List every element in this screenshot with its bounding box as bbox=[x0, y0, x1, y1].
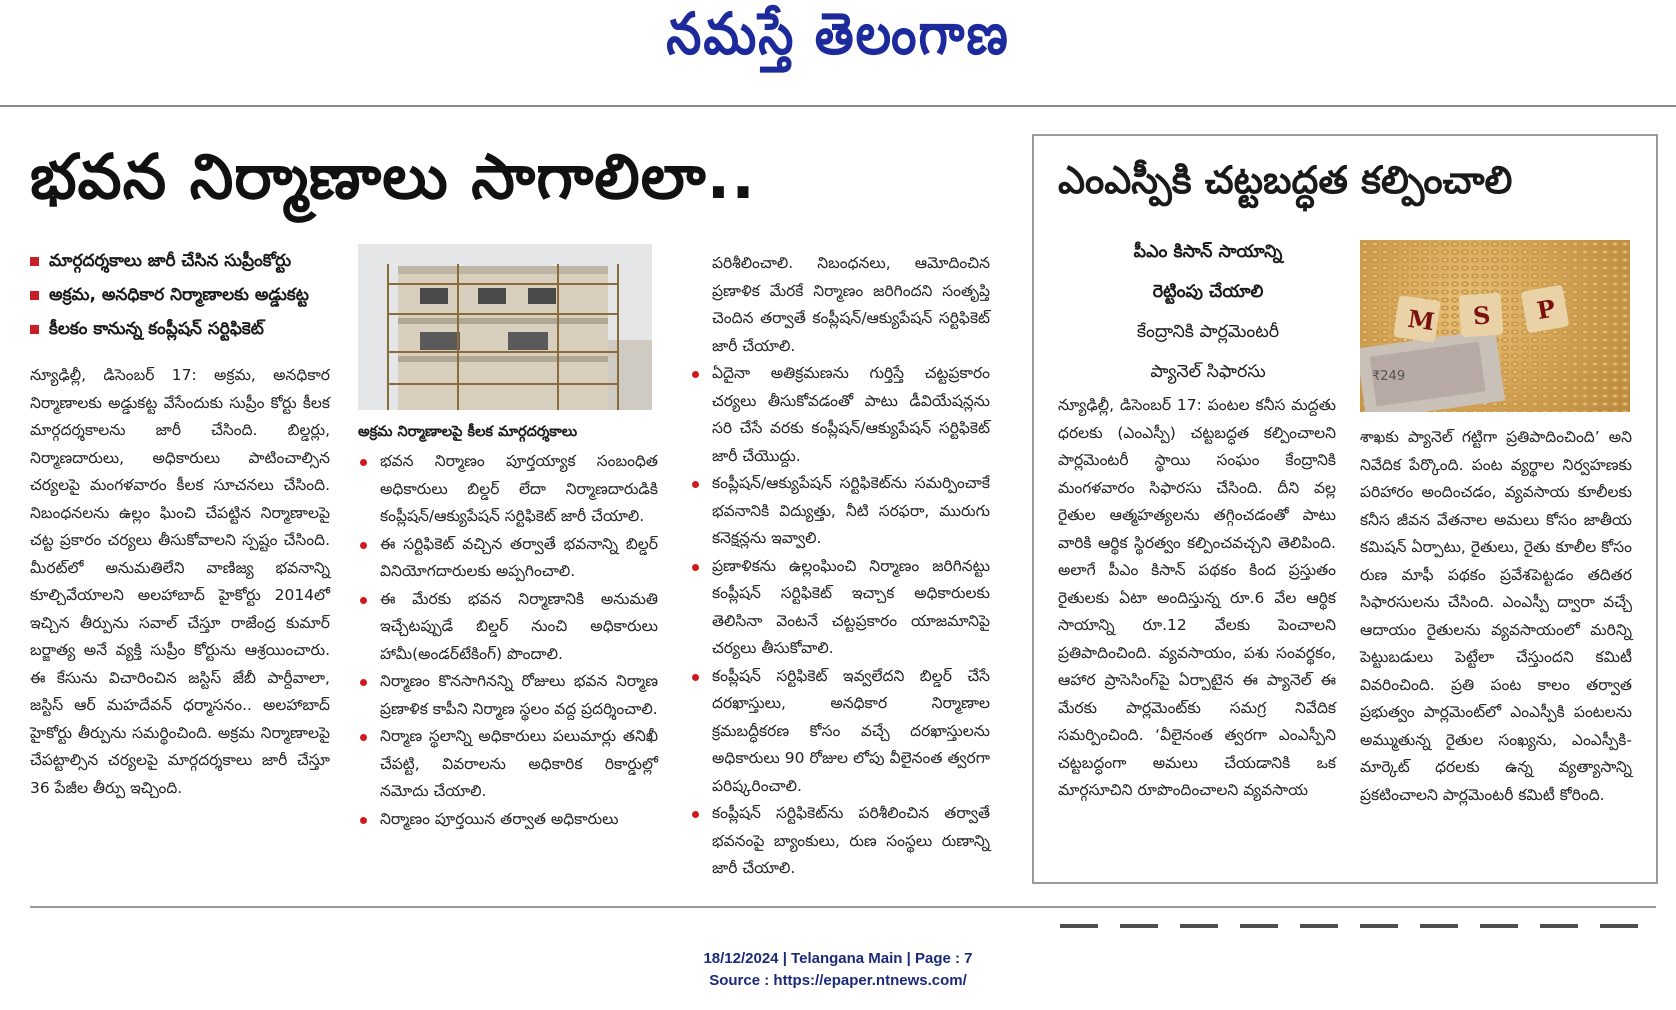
masthead bbox=[0, 0, 1676, 106]
guideline-text: నిర్మాణం పూర్తయిన తర్వాత అధికారులు bbox=[380, 809, 619, 828]
guidelines-list-continued bbox=[690, 360, 990, 883]
highlight-text: అక్రమ, అనధికార నిర్మాణాలకు అడ్డుకట్ట bbox=[49, 285, 309, 305]
svg-text:S: S bbox=[1472, 300, 1492, 331]
guideline-text: ప్రణాళికను ఉల్లంఘించి నిర్మాణం జరిగినట్టు కంప్లీషన్ సర్టిఫికెట్ ఇచ్చాక అధికారులకు తెలిసినా వెంటనే చట్టప్రకారం యాజమానిపై చర్యలు తీసుకోవాలి. bbox=[712, 556, 990, 657]
guideline-text: ఈ సర్టిఫికెట్ వచ్చిన తర్వాతే భవనాన్ని బిల్డర్ వినియోగదారులకు అప్పగించాలి. bbox=[380, 534, 658, 580]
msp-column-2 bbox=[1360, 424, 1632, 809]
highlight-item bbox=[30, 312, 350, 346]
msp-column-1 bbox=[1058, 392, 1336, 805]
main-headline: భవన నిర్మాణాలు సాగాలిలా.. bbox=[30, 140, 756, 213]
bullet-dot-icon bbox=[360, 734, 367, 741]
highlight-item bbox=[30, 244, 350, 278]
guideline-text: కంప్లీషన్ సర్టిఫికెట్‌ను పరిశీలించిన తర్వాతే భవనంపై బ్యాంకులు, రుణ సంస్థలు రుణాన్ని జారీ చేయాలి. bbox=[712, 804, 990, 877]
guideline-text: భవన నిర్మాణం పూర్తయ్యాక సంబంధిత అధికారులు బిల్డర్ లేదా నిర్మాణదారుడికి కంప్లీషన్/ఆక్యుపేషన్ సర్టిఫికెట్ జారీ చేయాలి. bbox=[380, 452, 658, 525]
svg-text:P: P bbox=[1534, 293, 1558, 326]
page-footer bbox=[0, 948, 1676, 992]
article-column-3 bbox=[690, 250, 990, 883]
article-column-1 bbox=[30, 362, 330, 802]
bullet-dot-icon bbox=[692, 371, 699, 378]
source-link[interactable]: Source : https://epaper.ntnews.com/ bbox=[709, 972, 967, 989]
photo-caption: అక్రమ నిర్మాణాలపై కీలక మార్గదర్శకాలు bbox=[358, 424, 578, 440]
guideline-text: నిర్మాణం కొనసాగినన్ని రోజులు భవన నిర్మాణ ప్రణాళిక కాపీని నిర్మాణ స్థలం వద్ద ప్రదర్శించాలి. bbox=[380, 672, 658, 718]
msp-article-body: శాఖకు ప్యానెల్ గట్టిగా ప్రతిపాదించింది’ అని నివేదిక పేర్కొంది. పంట వ్యర్థాల నిర్వహణకు పరిహారం అందించడం, వ్యవసాయ కూలీలకు కనీస జీవన వేతనాల అమలు కోసం జాతీయ కమిషన్ ఏర్పాటు, రైతులు, రైతు కూలీల కోసం రుణ మాఫీ పథకం ప్రవేశపెట్టడం తదితర సిఫారసులను చేసింది. ఎంఎస్పీ ద్వారా వచ్చే ఆదాయం రైతులను వ్యవసాయంలో మరిన్ని పెట్టుబడులు పెట్టేలా చేస్తుందని కమిటీ వివరించింది. ప్రతి పంట కాలం తర్వాత ప్రభుత్వం పార్లమెంట్‌లో ఎంఎస్పీకి పంటలను అమ్ముతున్న రైతుల సంఖ్యను, ఎంఎస్పీకి-మార్కెట్ ధరలకు ఉన్న వ్యత్యాసాన్ని ప్రకటించాలని పార్లమెంటరీ కమిటీ కోరింది. bbox=[1360, 428, 1632, 804]
bullet-dot-icon bbox=[360, 597, 367, 604]
building-scaffold-icon bbox=[358, 244, 652, 410]
msp-article-body: న్యూఢిల్లీ, డిసెంబర్ 17: పంటల కనీస మద్దతు ధరలకు (ఎంఎస్పీ) చట్టబద్ధత కల్పించాలని పార్లమెంటరీ స్థాయి సంఘం కేంద్రానికి మంగళవారం సిఫారసు చేసింది. దీని వల్ల రైతుల ఆత్మహత్యలను తగ్గించడంతో పాటు వారికి ఆర్థిక స్థిరత్వం కల్పించవచ్చని తెలిపింది. అలాగే పీఎం కిసాన్ పథకం కింద ప్రస్తుతం రైతులకు ఏటా అందిస్తున్న రూ.6 వేల ఆర్థిక సాయాన్ని రూ.12 వేలకు పెంచాలని ప్రతిపాదించింది. వ్యవసాయం, పశు సంవర్థకం, ఆహార ప్రాసెసింగ్‌పై ఏర్పాటైన ఈ ప్యానెల్ ఈ మేరకు పార్లమెంట్‌కు సమగ్ర నివేదిక సమర్పించింది. ‘వీలైనంత త్వరగా ఎంఎస్పీని చట్టబద్ధంగా అమలు చేయడానికి ఒక మార్గసూచిని రూపొందించాలని వ్యవసాయ bbox=[1058, 396, 1336, 799]
bullet-dot-icon bbox=[360, 542, 367, 549]
square-bullet-icon bbox=[30, 291, 39, 300]
edition-info: 18/12/2024 | Telangana Main | Page : 7 bbox=[703, 950, 973, 967]
square-bullet-icon bbox=[30, 325, 39, 334]
highlight-text: కీలకం కానున్న కంప్లీషన్ సర్టిఫికెట్ bbox=[49, 319, 264, 339]
subheadline: రెట్టింపు చేయాలి bbox=[1152, 282, 1264, 302]
guideline-item bbox=[358, 806, 658, 834]
guideline-item bbox=[358, 723, 658, 806]
guideline-text: కంప్లీషన్ సర్టిఫికెట్ ఇవ్వలేదని బిల్డర్ చేసే దరఖాస్తులు, అనధికార నిర్మాణాల క్రమబద్ధీకరణ కోసం వచ్చే దరఖాస్తులను అధికారులు 90 రోజుల లోపు వీలైనంత త్వరగా పరిష్కరించాలి. bbox=[712, 666, 990, 795]
masthead-divider bbox=[0, 105, 1676, 107]
guideline-text: ఏదైనా అతిక్రమణను గుర్తిస్తే చట్టప్రకారం చర్యలు తీసుకోవడంతో పాటు డీవియేషన్లను సరి చేసే వరకు కంప్లీషన్/ఆక్యుపేషన్ సర్టిఫికెట్ జారీ చేయొద్దు. bbox=[712, 364, 990, 465]
svg-text:₹249: ₹249 bbox=[1372, 369, 1406, 384]
subheadline: ప్యానెల్ సిఫారసు bbox=[1150, 362, 1266, 382]
guideline-item bbox=[358, 586, 658, 669]
guideline-item bbox=[358, 668, 658, 723]
msp-tiles-icon bbox=[1360, 240, 1630, 412]
guideline-item bbox=[358, 448, 658, 531]
guidelines-list bbox=[358, 448, 658, 833]
guideline-item bbox=[690, 553, 990, 663]
guideline-item bbox=[690, 663, 990, 801]
subheadline: కేంద్రానికి పార్లమెంటరీ bbox=[1136, 322, 1280, 342]
guideline-text: ఈ మేరకు భవన నిర్మాణానికి అనుమతి ఇచ్చేటప్పుడే బిల్డర్ నుంచి అధికారులు హామీ(అండర్‌టేకింగ్) పొందాలి. bbox=[380, 589, 658, 663]
cut-off-next-headline bbox=[1060, 924, 1650, 928]
guideline-text: నిర్మాణ స్థలాన్ని అధికారులు పలుమార్లు తనిఖీ చేపట్టి, వివరాలను అధికారిక రికార్డుల్లో నమోదు చేయాలి. bbox=[380, 727, 658, 800]
highlight-item bbox=[30, 278, 350, 312]
article-column-2 bbox=[358, 448, 658, 833]
guideline-item bbox=[690, 360, 990, 470]
bullet-dot-icon bbox=[360, 679, 367, 686]
msp-photo bbox=[1360, 240, 1630, 412]
guideline-text: కంప్లీషన్/ఆక్యుపేషన్ సర్టిఫికెట్‌ను సమర్పించాకే భవనానికి విద్యుత్తు, నీటి సరఫరా, మురుగు కనెక్షన్లను ఇవ్వాలి. bbox=[712, 474, 990, 547]
page-bottom-divider bbox=[30, 906, 1656, 908]
guideline-continuation: పరిశీలించాలి. నిబంధనలు, ఆమోదించిన ప్రణాళిక మేరకే నిర్మాణం జరిగిందని సంతృప్తి చెందిన తర్వాతే కంప్లీషన్/ఆక్యుపేషన్ సర్టిఫికెట్ జారీ చేయాలి. bbox=[712, 254, 990, 355]
guideline-item bbox=[690, 800, 990, 883]
bullet-dot-icon bbox=[360, 459, 367, 466]
bullet-dot-icon bbox=[360, 817, 367, 824]
msp-headline: ఎంఎస్పీకి చట్టబద్ధత కల్పించాలి bbox=[1058, 158, 1513, 202]
guideline-item bbox=[690, 470, 990, 553]
bullet-dot-icon bbox=[692, 674, 699, 681]
newspaper-logo: నమస్తే తెలంగాణ bbox=[666, 0, 1010, 68]
building-photo bbox=[358, 244, 652, 410]
bullet-dot-icon bbox=[692, 481, 699, 488]
guideline-item bbox=[358, 531, 658, 586]
highlight-text: మార్గదర్శకాలు జారీ చేసిన సుప్రీంకోర్టు bbox=[49, 251, 292, 271]
article-body: న్యూఢిల్లీ, డిసెంబర్ 17: అక్రమ, అనధికార నిర్మాణాలకు అడ్డుకట్ట వేసేందుకు సుప్రీం కోర్టు కీలక మార్గదర్శకాలను జారీ చేసింది. బిల్డర్లు, నిర్మాణదారులు, అధికారులు పాటించాల్సిన చర్యలపై మంగళవారం కీలక సూచనలు చేసింది. నిబంధనలను ఉల్లం ఘించి చేపట్టిన నిర్మాణాలపై చట్ట ప్రకారం చర్యలు తీసుకోవాలని స్పష్టం చేసింది. మీరట్‌లో అనుమతిలేని వాణిజ్య భవనాన్ని కూల్చివేయాలని అలహాబాద్ హైకోర్టు 2014లో ఇచ్చిన తీర్పును సవాల్ చేస్తూ రాజేంద్ర కుమార్ బర్జాత్య అనే వ్యక్తి సుప్రీం కోర్టును ఆశ్రయించారు. ఈ కేసును విచారించిన జస్టిస్ జేబీ పార్దీవాలా, జస్టిస్ ఆర్ మహదేవన్ ధర్మాసనం.. అలహాబాద్ హైకోర్టు తీర్పును సమర్థించింది. అక్రమ నిర్మాణాలపై చేపట్టాల్సిన చర్యలపై మార్గదర్శకాలు జారీ చేస్తూ 36 పేజీల తీర్పు ఇచ్చింది. bbox=[30, 366, 330, 797]
msp-subheadlines bbox=[1058, 232, 1358, 392]
svg-text:M: M bbox=[1406, 303, 1437, 337]
square-bullet-icon bbox=[30, 257, 39, 266]
highlights-list bbox=[30, 244, 350, 346]
bullet-dot-icon bbox=[692, 811, 699, 818]
subheadline: పీఎం కిసాన్ సాయాన్ని bbox=[1133, 242, 1283, 262]
bullet-dot-icon bbox=[692, 564, 699, 571]
